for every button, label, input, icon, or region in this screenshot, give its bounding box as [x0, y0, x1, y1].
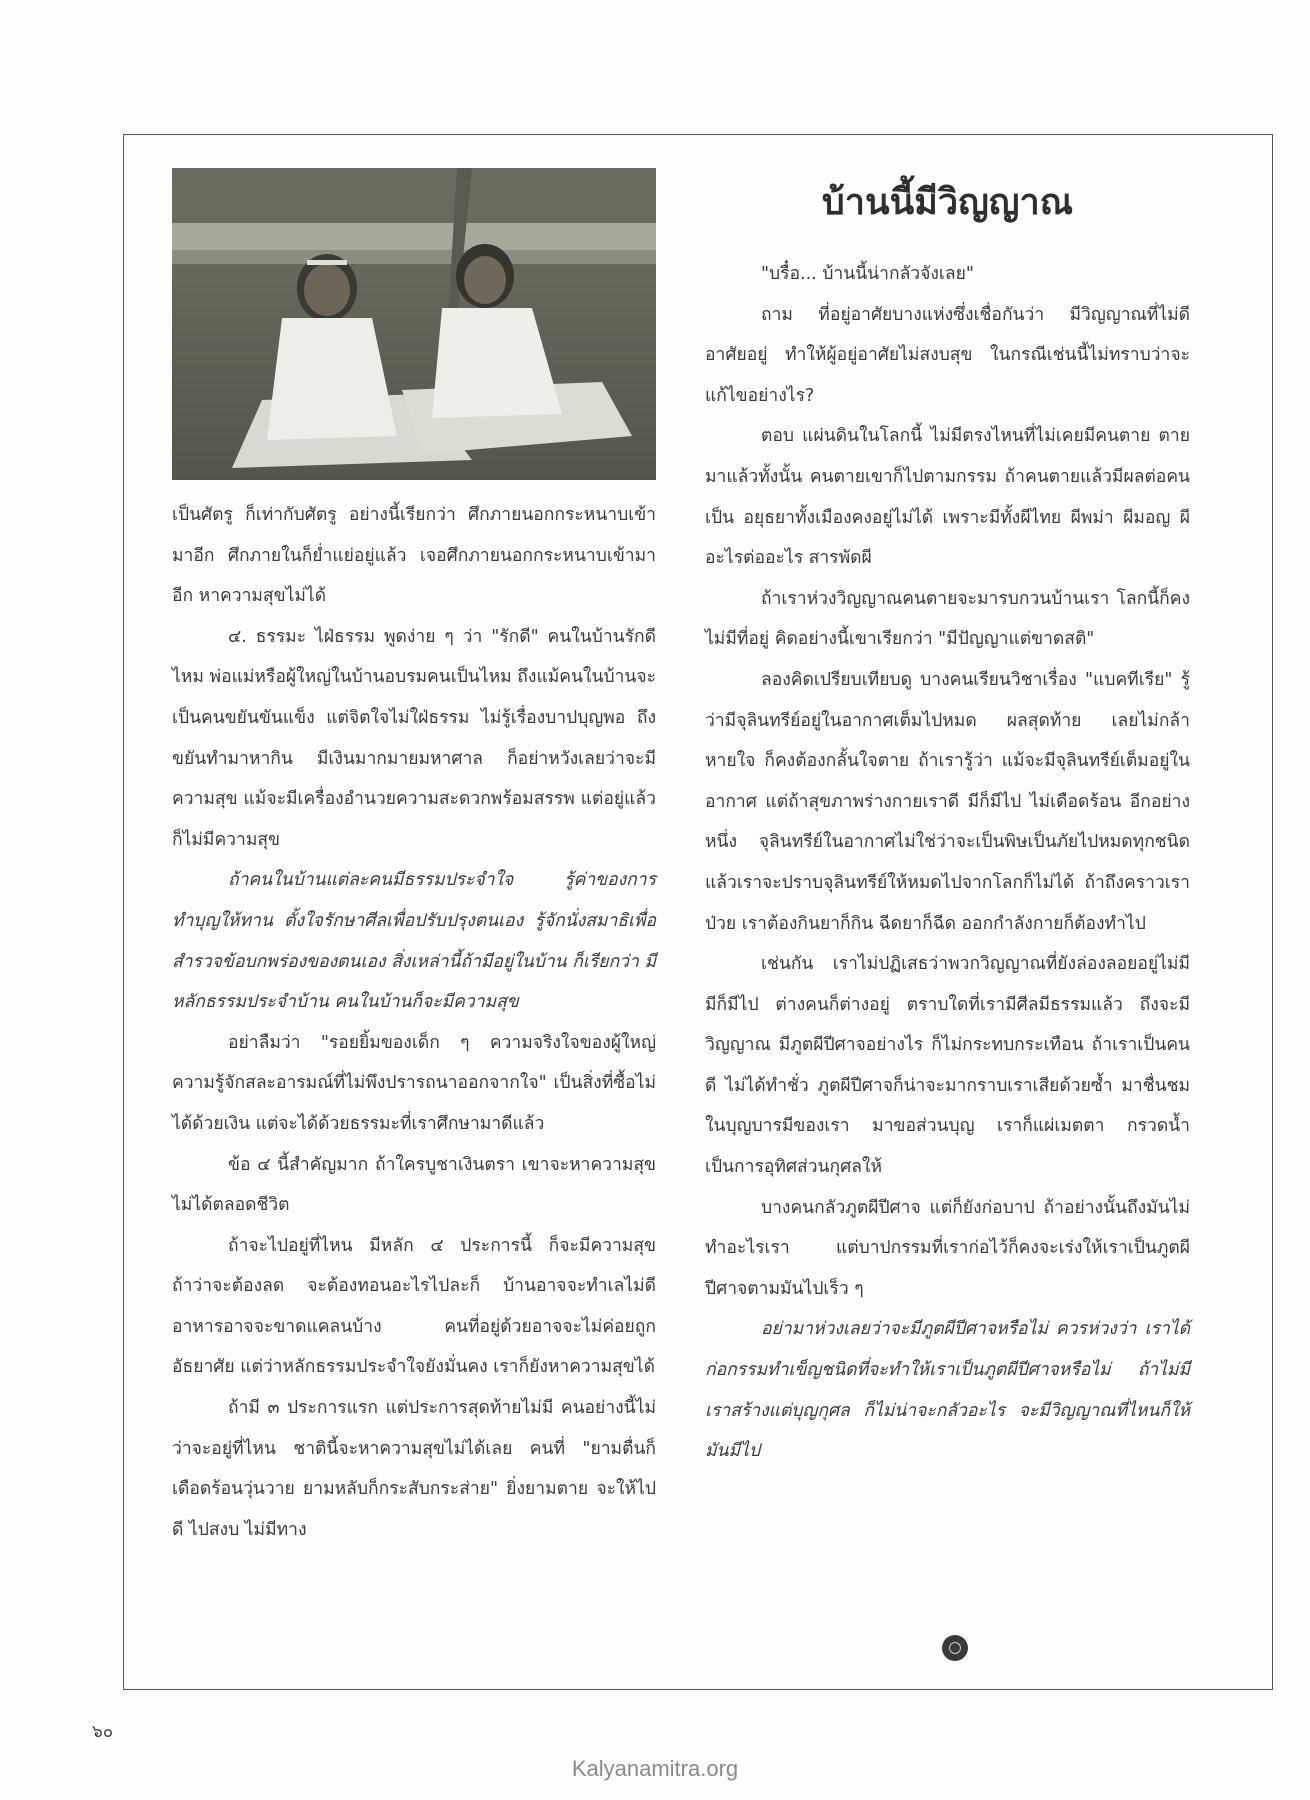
page-end-ornament-icon	[942, 1635, 968, 1661]
subtitle-quote: "บรื๋อ... บ้านนี้น่ากลัวจังเลย"	[761, 264, 974, 284]
right-text-column	[705, 254, 1190, 1472]
paragraph: ๔. ธรรมะ ไฝ่ธรรม พูดง่าย ๆ ว่า "รักดี" คนในบ้านรักดีไหม พ่อแม่หรือผู้ใหญ่ในบ้านอบรมคนเป็นไหม ถึงแม้คนในบ้านจะเป็นคนขยันขันแข็ง แต่จิตใจไม่ใฝ่ธรรม ไม่รู้เรื่องบาปบุญพอ ถึงขยันทำมาหากิน มีเงินมากมายมหาศาล ก็อย่าหวังเลยว่าจะมีความสุข แม้จะมีเครื่องอำนวยความสะดวกพร้อมสรรพ แต่อยู่แล้วก็ไม่มีความสุข	[172, 626, 656, 850]
article-title: บ้านนี้มีวิญญาณ	[821, 181, 1074, 223]
paragraph: ลองคิดเปรียบเทียบดู บางคนเรียนวิชาเรื่อง "แบคทีเรีย" รู้ว่ามีจุลินทรีย์อยู่ในอากาศเต็มไปหมด ผลสุดท้าย เลยไม่กล้าหายใจ ก็คงต้องกลั้นใจตาย ถ้าเรารู้ว่า แม้จะมีจุลินทรีย์เต็มอยู่ในอากาศ แต่ถ้าสุขภาพร่างกายเราดี มีก็มีไป ไม่เดือดร้อน อีกอย่างหนึ่ง จุลินทรีย์ในอากาศไม่ใช่ว่าจะเป็นพิษเป็นภัยไปหมดทุกชนิด แล้วเราจะปราบจุลินทรีย์ให้หมดไปจากโลกก็ไม่ได้ ถ้าถึงคราวเราป่วย เราต้องกินยาก็กิน ฉีดยาก็ฉีด ออกกำลังกายก็ต้องทำไป	[705, 669, 1190, 934]
photo-two-girls-on-lawn	[172, 168, 656, 480]
paragraph: เช่นกัน เราไม่ปฏิเสธว่าพวกวิญญาณที่ยังล่องลอยอยู่ไม่มี มีก็มีไป ต่างคนก็ต่างอยู่ ตราบใดที่เรามีศีลมีธรรมแล้ว ถึงจะมีวิญญาณ มีภูตผีปีศาจอย่างไร ก็ไม่กระทบกระเทือน ถ้าเราเป็นคนดี ไม่ได้ทำชั่ว ภูตผีปีศาจก็น่าจะมากราบเราเสียด้วยซ้ำ มาชื่นชมในบุญบารมีของเรา มาขอส่วนบุญ เราก็แผ่เมตตา กรวดน้ำ เป็นการอุทิศส่วนกุศลให้	[705, 954, 1190, 1178]
page-number: ๖๐	[92, 1722, 114, 1742]
question-paragraph: ถาม ที่อยู่อาศัยบางแห่งซึ่งเชื่อกันว่า มีวิญญาณที่ไม่ดีอาศัยอยู่ ทำให้ผู้อยู่อาศัยไม่สงบสุข ในกรณีเช่นนี้ไม่ทราบว่าจะแก้ไขอย่างไร?	[705, 304, 1190, 406]
watermark: Kalyanamitra.org	[571, 1756, 739, 1781]
left-text-column	[172, 495, 656, 1550]
paragraph: เป็นศัตรู ก็เท่ากับศัตรู อย่างนี้เรียกว่า ศึกภายนอกกระหนาบเข้ามาอีก ศึกภายในก็ย่ำแย่อยู่แล้ว เจอศึกภายนอกกระหนาบเข้ามาอีก หาความสุขไม่ได้	[172, 505, 656, 607]
paragraph: อย่าลืมว่า "รอยยิ้มของเด็ก ๆ ความจริงใจของผู้ใหญ่ ความรู้จักสละอารมณ์ที่ไม่พึงปรารถนาออกจากใจ" เป็นสิ่งที่ซื้อไม่ได้ด้วยเงิน แต่จะได้ด้วยธรรมะที่เราศึกษามาดีแล้ว	[172, 1032, 656, 1134]
answer-paragraph: ตอบ แผ่นดินในโลกนี้ ไม่มีตรงไหนที่ไม่เคยมีคนตาย ตายมาแล้วทั้งนั้น คนตายเขาก็ไปตามกรรม ถ้าคนตายแล้วมีผลต่อคนเป็น อยุธยาทั้งเมืองคงอยู่ไม่ได้ เพราะมีทั้งผีไทย ผีพม่า ผีมอญ ผีอะไรต่ออะไร สารพัดผี	[705, 426, 1190, 569]
paragraph: ถ้ามี ๓ ประการแรก แต่ประการสุดท้ายไม่มี คนอย่างนี้ไม่ว่าจะอยู่ที่ไหน ชาตินี้จะหาความสุขไม่ได้เลย คนที่ "ยามตื่นก็เดือดร้อนวุ่นวาย ยามหลับก็กระสับกระส่าย" ยิ่งยามตาย จะให้ไปดี ไปสงบ ไม่มีทาง	[172, 1398, 656, 1540]
paragraph: อย่ามาห่วงเลยว่าจะมีภูตผีปีศาจหรือไม่ ควรห่วงว่า เราได้ก่อกรรมทำเข็ญชนิดที่จะทำให้เราเป็นภูตผีปีศาจหรือไม่ ถ้าไม่มี เราสร้างแต่บุญกุศล ก็ไม่น่าจะกลัวอะไร จะมีวิญญาณที่ไหนก็ให้มันมีไป	[705, 1319, 1190, 1462]
paragraph: ถ้าจะไปอยู่ที่ไหน มีหลัก ๔ ประการนี้ ก็จะมีความสุข ถ้าว่าจะต้องลด จะต้องทอนอะไรไปละก็ บ้านอาจจะทำเลไม่ดี อาหารอาจจะขาดแคลนบ้าง คนที่อยู่ด้วยอาจจะไม่ค่อยถูกอัธยาศัย แต่ว่าหลักธรรมประจำใจยังมั่นคง เราก็ยังหาความสุขได้	[172, 1235, 656, 1378]
paragraph: ถ้าคนในบ้านแต่ละคนมีธรรมประจำใจ รู้ค่าของการทำบุญให้ทาน ตั้งใจรักษาศีลเพื่อปรับปรุงตนเอง รู้จักนั่งสมาธิเพื่อสำรวจข้อบกพร่องของตนเอง สิ่งเหล่านี้ถ้ามีอยู่ในบ้าน ก็เรียกว่า มีหลักธรรมประจำบ้าน คนในบ้านก็จะมีความสุข	[172, 870, 656, 1013]
paragraph: ถ้าเราห่วงวิญญาณคนตายจะมารบกวนบ้านเรา โลกนี้ก็คงไม่มีที่อยู่ คิดอย่างนี้เขาเรียกว่า "มีปัญญาแต่ขาดสติ"	[705, 588, 1190, 650]
paragraph: บางคนกลัวภูตผีปีศาจ แต่ก็ยังก่อบาป ถ้าอย่างนั้นถึงมันไม่ทำอะไรเรา แต่บาปกรรมที่เราก่อไว้ก็คงจะเร่งให้เราเป็นภูตผีปีศาจตามมันไปเร็ว ๆ	[705, 1197, 1190, 1299]
paragraph: ข้อ ๔ นี้สำคัญมาก ถ้าใครบูชาเงินตรา เขาจะหาความสุขไม่ได้ตลอดชีวิต	[172, 1154, 656, 1216]
